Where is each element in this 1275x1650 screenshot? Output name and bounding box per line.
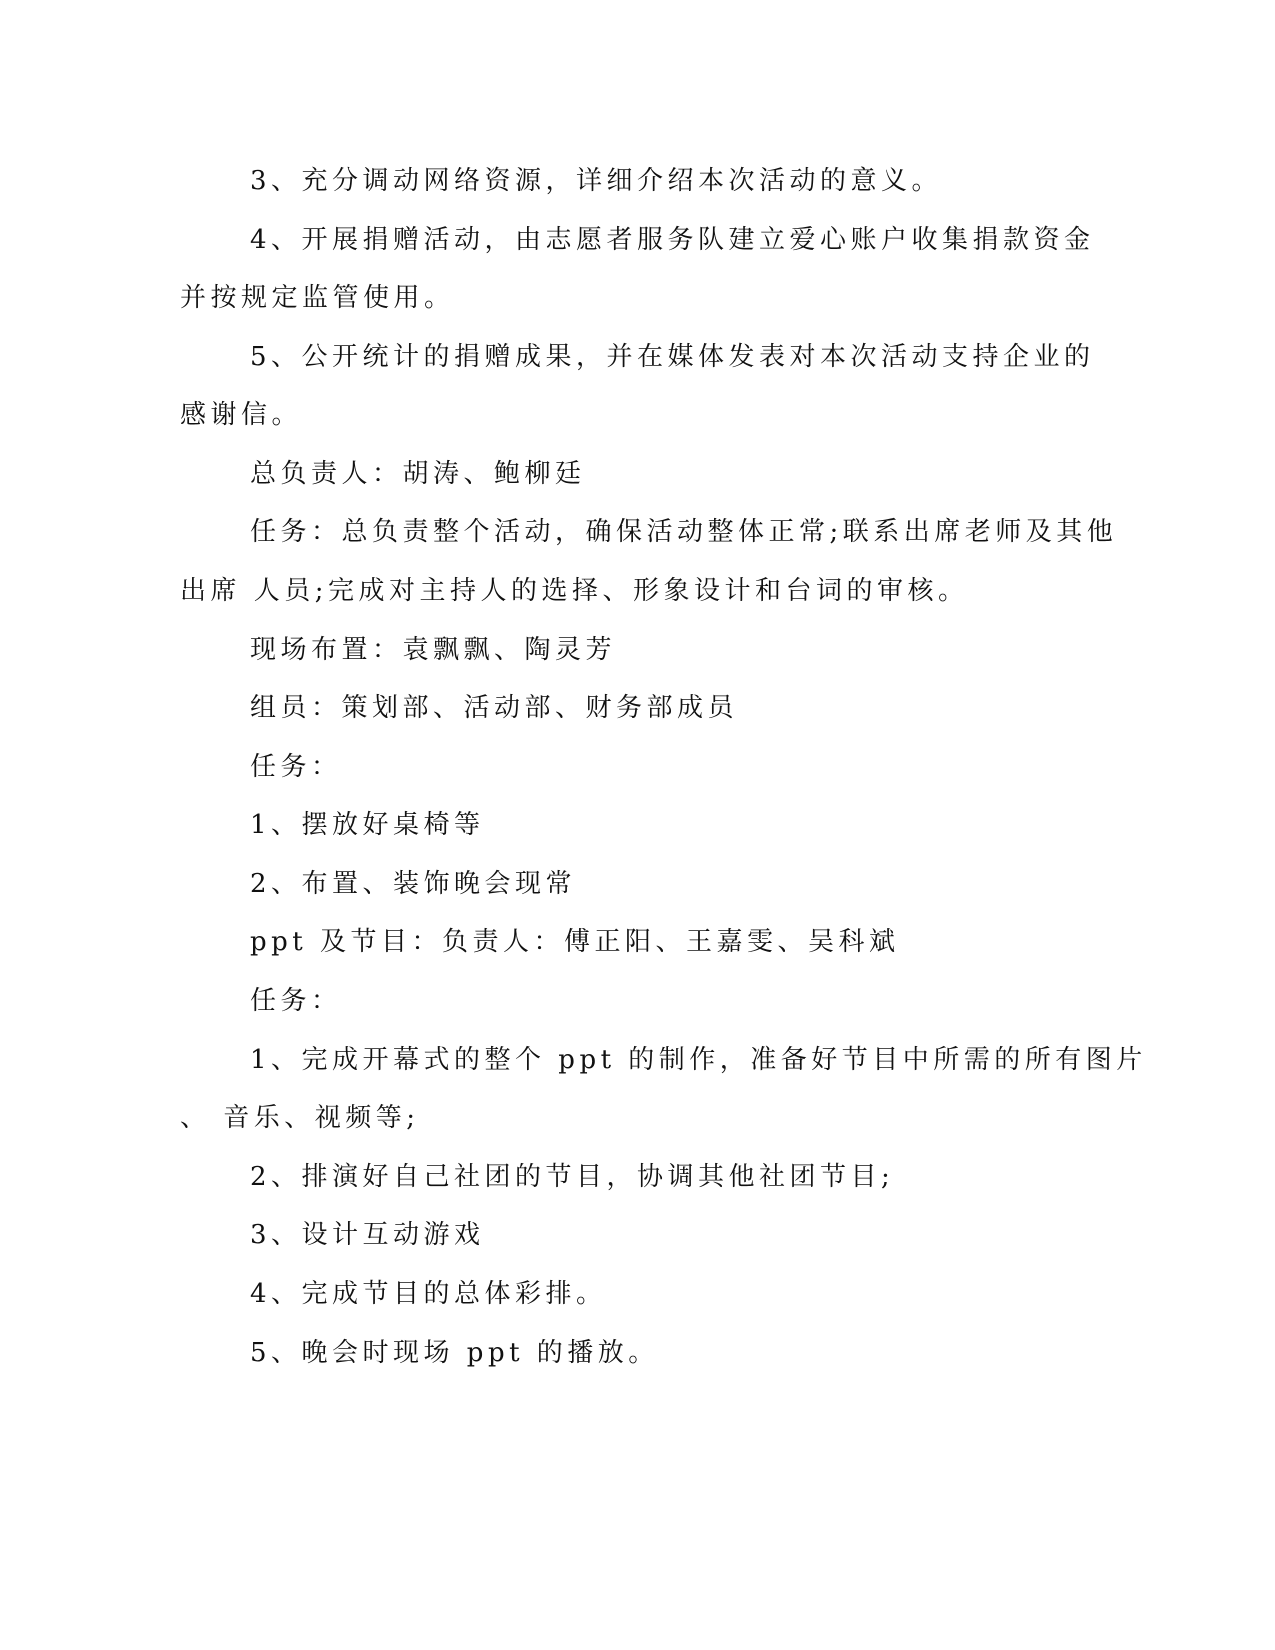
paragraph-line: 任务：总负责整个活动，确保活动整体正常;联系出席老师及其他 (250, 517, 1118, 547)
paragraph-line: 4、开展捐赠活动，由志愿者服务队建立爱心账户收集捐款资金 (250, 225, 1095, 255)
paragraph-line: ppt 及节目：负责人：傅正阳、王嘉雯、吴科斌 (250, 927, 900, 957)
paragraph-line: 并按规定监管使用。 (180, 283, 455, 313)
paragraph-line: 1、完成开幕式的整个 ppt 的制作，准备好节目中所需的所有图片 (250, 1045, 1147, 1075)
paragraph-line: 组员：策划部、活动部、财务部成员 (250, 693, 739, 723)
paragraph-line: 现场布置：袁飘飘、陶灵芳 (250, 635, 617, 665)
paragraph-line: 总负责人：胡涛、鲍柳廷 (250, 459, 586, 489)
paragraph-line: 4、完成节目的总体彩排。 (250, 1279, 607, 1309)
paragraph-line: 1、摆放好桌椅等 (250, 810, 485, 840)
paragraph-line: 感谢信。 (180, 400, 303, 430)
paragraph-line: 3、充分调动网络资源，详细介绍本次活动的意义。 (250, 166, 943, 196)
paragraph-line: 5、晚会时现场 ppt 的播放。 (250, 1338, 659, 1368)
paragraph-line: 、 音乐、视频等; (180, 1103, 420, 1133)
paragraph-line: 任务： (250, 752, 342, 782)
paragraph-line: 5、公开统计的捐赠成果，并在媒体发表对本次活动支持企业的 (250, 342, 1095, 372)
paragraph-line: 出席 人员;完成对主持人的选择、形象设计和台词的审核。 (180, 576, 969, 606)
paragraph-line: 2、排演好自己社团的节目，协调其他社团节目; (250, 1162, 895, 1192)
paragraph-line: 2、布置、装饰晚会现常 (250, 869, 577, 899)
paragraph-line: 3、设计互动游戏 (250, 1220, 485, 1250)
paragraph-line: 任务： (250, 986, 342, 1016)
